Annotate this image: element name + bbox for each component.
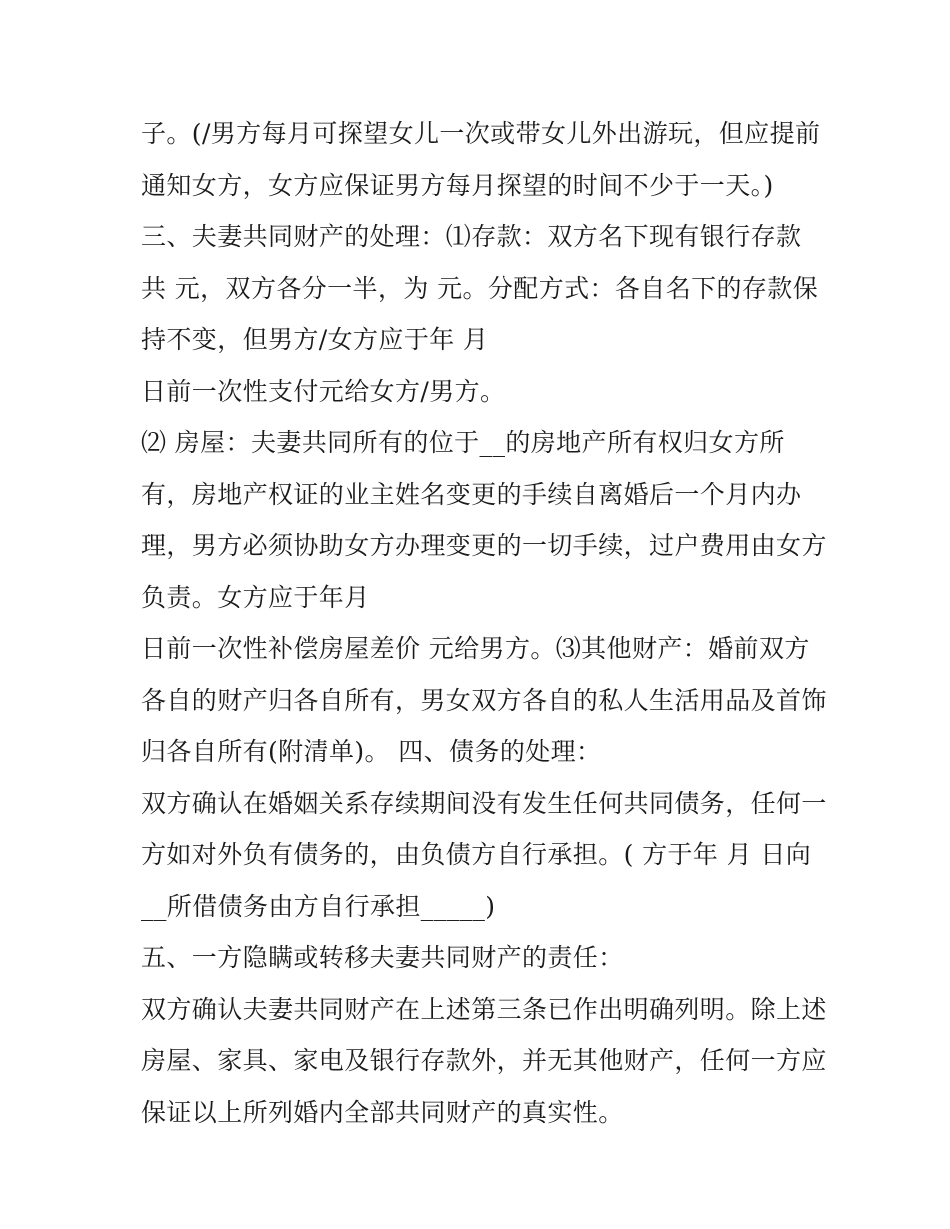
- document-body: [141, 108, 827, 1138]
- text-line: 双方确认在婚姻关系存续期间没有发生任何共同债务，任何一: [141, 788, 827, 818]
- text-line: 通知女方，女方应保证男方每月探望的时间不少于一天。): [141, 170, 774, 200]
- text-line: 双方确认夫妻共同财产在上述第三条已作出明确列明。除上述: [141, 994, 827, 1024]
- text-line: 日前一次性支付元给女方/男方。: [141, 376, 506, 406]
- text-line: 子。(/男方每月可探望女儿一次或带女儿外出游玩，但应提前: [141, 119, 821, 148]
- text-line: 共 元，双方各分一半，为 元。分配方式：各自名下的存款保: [141, 273, 819, 303]
- text-line: 方如对外负有债务的，由负债方自行承担。( 方于年 月 日向: [141, 840, 812, 869]
- text-line: 有，房地产权证的业主姓名变更的手续自离婚后一个月内办: [141, 479, 802, 509]
- text-line: 日前一次性补偿房屋差价 元给男方。⑶其他财产：婚前双方: [141, 634, 810, 663]
- text-line: 各自的财产归各自所有，男女双方各自的私人生活用品及首饰: [141, 685, 827, 715]
- text-line: 负责。女方应于年月: [141, 582, 370, 612]
- text-line: 房屋、家具、家电及银行存款外，并无其他财产，任何一方应: [141, 1046, 827, 1075]
- text-line: 归各自所有(附清单)。 四、债务的处理：: [141, 737, 602, 766]
- text-line: 五、一方隐瞒或转移夫妻共同财产的责任：: [141, 943, 624, 972]
- text-line: 保证以上所列婚内全部共同财产的真实性。: [141, 1097, 624, 1127]
- text-line: 理，男方必须协助女方办理变更的一切手续，过户费用由女方: [141, 531, 827, 560]
- text-line: 持不变，但男方/女方应于年 月: [141, 325, 489, 354]
- text-line: __所借债务由方自行承担_____): [141, 891, 496, 921]
- text-line: 三、夫妻共同财产的处理：⑴存款：双方名下现有银行存款: [141, 222, 802, 251]
- text-line: ⑵ 房屋：夫妻共同所有的位于__的房地产所有权归女方所: [141, 428, 785, 457]
